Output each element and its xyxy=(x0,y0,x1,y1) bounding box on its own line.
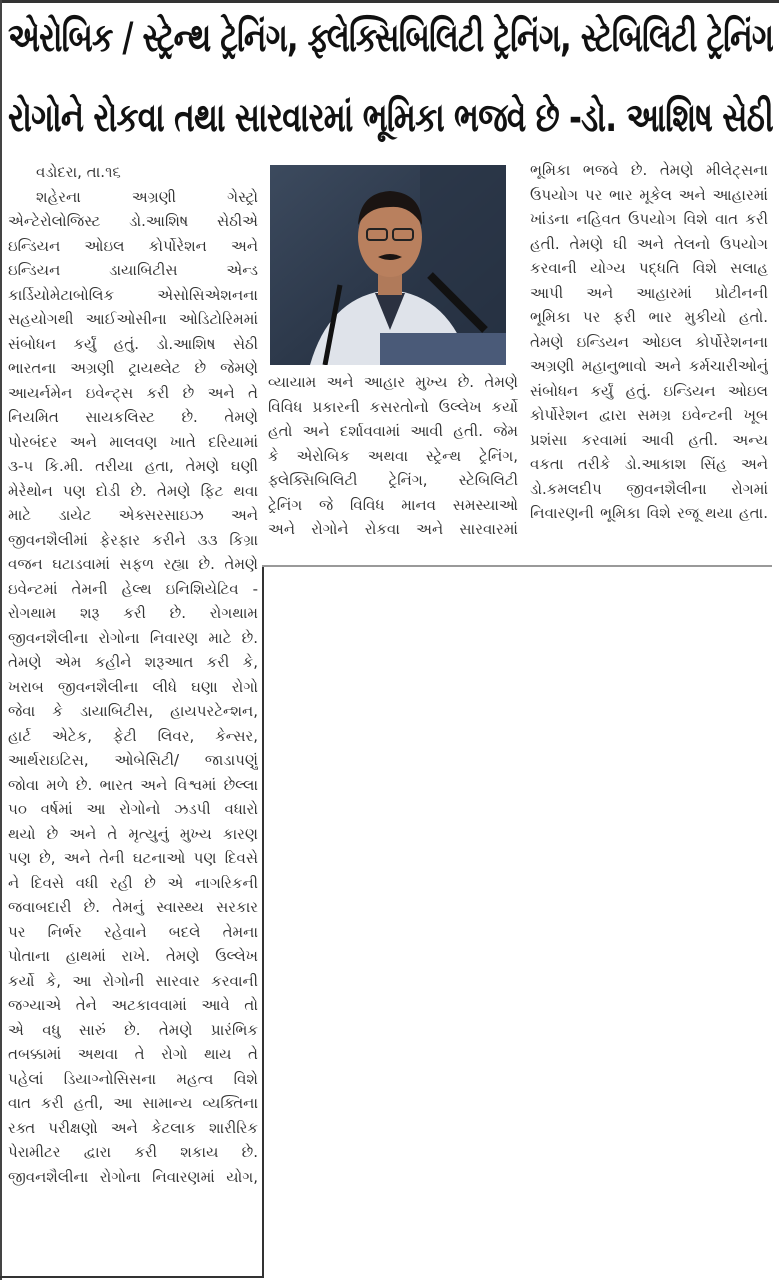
article-line: પેરામીટર દ્વારા કરી શકાય છે. xyxy=(8,1143,258,1161)
article-line: હાર્ટ એટેક, ફેટી લિવર, કેન્સર, xyxy=(8,726,258,745)
article-line: પર નિર્ભર રહેવાને બદલે તેમના xyxy=(8,922,258,941)
article-line: જીવનશૈલીના રોગોના નિવારણમાં યોગ, xyxy=(8,1167,258,1186)
article-line: આપી અને આહારમાં પ્રોટીનની xyxy=(530,283,768,302)
article-line: રોગથામ શરૂ કરી છે. રોગથામ xyxy=(8,604,258,622)
article-line: પોરબંદર અને માલવણ ખાતે દરિયામાં xyxy=(8,432,258,451)
article-line: કરવાની યોગ્ય પદ્ધતિ વિશે સલાહ xyxy=(530,259,768,277)
article-line: જગ્યાએ તેને અટકાવવામાં આવે તો xyxy=(8,996,258,1014)
article-line: પહેલાં ડિયાગ્નોસિસના મહત્વ વિશે xyxy=(8,1069,258,1088)
article-line: ખરાબ જીવનશૈલીના લીધે ઘણા રોગો xyxy=(8,677,258,696)
column-rule xyxy=(262,565,264,1277)
article-line: પોતાના હાથમાં રાખે. તેમણે ઉલ્લેખ xyxy=(8,947,258,965)
article-line: વાત કરી હતી, આ સામાન્ય વ્યક્તિના xyxy=(8,1094,258,1112)
article-line: કાર્ડિયોમેટાબોલિક એસોસિએશનના xyxy=(8,285,258,304)
article-line: વિવિધ પ્રકારની કસરતોનો ઉલ્લેખ કર્યો xyxy=(268,397,518,416)
article-line: અગ્રણી મહાનુભાવો અને કર્મચારીઓનું xyxy=(530,357,768,375)
article-line: ફ્લેક્સિબિલિટી ટ્રેનિંગ, સ્ટેબિલિટી xyxy=(268,471,518,489)
article-line: ભૂમિકા પર ફરી ભાર મુકીયો હતો. xyxy=(530,308,768,326)
bottom-rule xyxy=(0,1276,264,1278)
article-line: ઇન્ડિયન ડાયાબિટીસ એન્ડ xyxy=(8,261,258,279)
article-line: આર્થરાઇટિસ, ઓબેસિટી/ જાડાપણું xyxy=(8,751,258,769)
article-line: ડો.કમલદીપ જીવનશૈલીના રોગમાં xyxy=(530,479,768,498)
article-line: ભારતના અગ્રણી ટ્રાયથ્લેટ છે જેમણે xyxy=(8,359,258,377)
article-line: તેમણે એમ કહીને શરૂઆત કરી કે, xyxy=(8,653,258,671)
top-rule xyxy=(0,0,779,3)
article-line: તબક્કામાં અથવા તે રોગો થાય તે xyxy=(8,1045,258,1063)
article-line: વ્યાયામ અને આહાર મુખ્ય છે. તેમણે xyxy=(268,373,518,391)
article-line: અને રોગોને રોકવા અને સારવારમાં xyxy=(268,520,518,538)
article-line: ૫૦ વર્ષમાં આ રોગોનો ઝડપી વધારો xyxy=(8,800,258,818)
article-line: સહયોગથી આઈઓસીના ઓડિટોરિમમાં xyxy=(8,310,258,328)
headline-line-1: એરોબિક / સ્ટ્રેન્થ ટ્રેનિંગ, ફ્લેક્સિબિલિટી ટ્રેનિંગ, સ્ટેબિલિટી ટ્રેનિંગ xyxy=(8,15,773,61)
left-rule xyxy=(0,0,2,1280)
article-line: હતી. તેમણે ઘી અને તેલનો ઉપયોગ xyxy=(530,234,768,253)
article-line: ઇવેન્ટમાં તેમની હેલ્થ ઇનિશિયેટિવ - xyxy=(8,579,258,598)
article-line: ખાંડના નહિવત ઉપયોગ વિશે વાત કરી xyxy=(530,210,768,228)
article-line: માટે ડાયેટ એક્સરસાઇઝ અને xyxy=(8,506,258,524)
article-right-column xyxy=(530,158,768,526)
article-line: જીવનશૈલીમાં ફેરફાર કરીને ૩૩ કિગ્રા xyxy=(8,530,258,549)
article-line: ટ્રેનિંગ જે વિવિધ માનવ સમસ્યાઓ xyxy=(268,495,518,514)
article-line: ૩-૫ કિ.મી. તરીયા હતા, તેમણે ઘણી xyxy=(8,457,258,475)
article-line: નિયમિત સાયકલિસ્ટ છે. તેમણે xyxy=(8,408,258,426)
article-line: શહેરના અગ્રણી ગેસ્ટ્રો xyxy=(36,187,258,206)
headline-line-2: રોગોને રોકવા તથા સારવારમાં ભૂમિકા ભજવે છે -ડો. આશિષ સેઠી xyxy=(8,95,773,141)
article-line: સંબોધન કર્યું હતું. ઇન્ડિયન ઓઇલ xyxy=(530,381,768,400)
article-line: રક્ત પરીક્ષણો અને કેટલાક શારીરિક xyxy=(8,1118,258,1137)
article-line: નિવારણની ભૂમિકા વિશે રજૂ થયા હતા. xyxy=(530,504,768,522)
article-line: કોર્પોરેશન દ્વારા સમગ્ર ઇવેન્ટની ખૂબ xyxy=(530,406,768,424)
article-line: જેવા કે ડાયાબિટીસ, હાયપરટેન્શન, xyxy=(8,702,258,720)
article-line: કે એરોબિક અથવા સ્ટ્રેન્થ ટ્રેનિંગ, xyxy=(268,446,518,465)
article-middle-column xyxy=(268,370,518,542)
article-line: મેરેથોન પણ દોડી છે. તેમણે ફિટ થવા xyxy=(8,481,258,500)
article-line: ને દિવસે વધી રહી છે એ નાગરિકની xyxy=(8,873,258,892)
article-line: ઇન્ડિયન ઓઇલ કોર્પોરેશન અને xyxy=(8,236,258,255)
article-line: પ્રશંસા કરવામાં આવી હતી. અન્ય xyxy=(530,430,768,449)
article-line: એ વધુ સારું છે. તેમણે પ્રારંભિક xyxy=(8,1020,258,1039)
article-line: આયર્નમેન ઇવેન્ટ્સ કરી છે અને તે xyxy=(8,383,258,402)
author-photo xyxy=(270,165,506,365)
section-rule xyxy=(262,565,772,567)
article-line: પણ છે, અને તેની ઘટનાઓ પણ દિવસે xyxy=(8,849,258,867)
article-line: ઉપયોગ પર ભાર મૂકેલ અને આહારમાં xyxy=(530,185,768,204)
article-line: થયો છે અને તે મૃત્યુનું મુખ્ય કારણ xyxy=(8,824,258,843)
article-line: જવાબદારી છે. તેમનું સ્વાસ્થ્ય સરકાર xyxy=(8,898,258,916)
article-line: વકતા તરીકે ડો.આકાશ સિંહ અને xyxy=(530,455,768,473)
dateline: વડોદરા, તા.૧૬ xyxy=(36,163,121,181)
article-line: સંબોધન કર્યું હતું. ડો.આશિષ સેઠી xyxy=(8,334,258,353)
article-line: વજન ઘટાડવામાં સફળ રહ્યા છે. તેમણે xyxy=(8,555,258,573)
article-line: તેમણે ઇન્ડિયન ઓઇલ કોર્પોરેશનના xyxy=(530,332,768,351)
article-line: કર્યો કે, આ રોગોની સારવાર કરવાની xyxy=(8,971,258,990)
article-left-column xyxy=(8,160,258,1189)
article-line: જીવનશૈલીના રોગોના નિવારણ માટે છે. xyxy=(8,628,258,647)
article-line: એન્ટેરોલોજિસ્ટ ડો.આશિષ સેઠીએ xyxy=(8,212,258,230)
article-line: જોવા મળે છે. ભારત અને વિશ્વમાં છેલ્લા xyxy=(8,775,258,794)
article-line: ભૂમિકા ભજવે છે. તેમણે મીલેટ્સના xyxy=(530,161,768,179)
article-line: હતો અને દર્શાવવામાં આવી હતી. જેમ xyxy=(268,422,518,440)
